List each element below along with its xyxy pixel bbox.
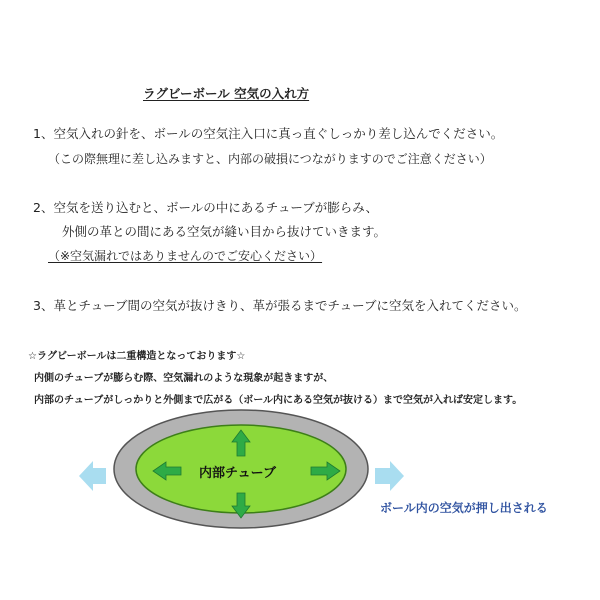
- step-2-text-line2: 外側の革との間にある空気が縫い目から抜けていきます。: [62, 224, 387, 239]
- step-2-text: 2、空気を送り込むと、ボールの中にあるチューブが膨らみ、: [33, 200, 378, 215]
- page-title: ラグビーボール 空気の入れ方: [143, 86, 310, 101]
- outflow-arrow-left-icon: [79, 461, 106, 491]
- step-1-note: （この際無理に差し込みますと、内部の破損につながりますのでご注意ください）: [48, 152, 492, 166]
- inner-tube-label: 内部チューブ: [199, 466, 276, 481]
- outflow-arrow-right-icon: [375, 461, 404, 491]
- structure-heading: ☆ラグビーボールは二重構造となっております☆: [28, 351, 246, 362]
- structure-line-1: 内側のチューブが膨らむ際、空気漏れのような現象が起きますが、: [34, 373, 334, 384]
- step-2-note: （※空気漏れではありませんのでご安心ください）: [48, 249, 323, 263]
- structure-line-2: 内部のチューブがしっかりと外側まで広がる（ボール内にある空気が抜ける）まで空気が入れば安定します。: [34, 395, 523, 406]
- diagram-caption: ボール内の空気が押し出される: [380, 501, 548, 515]
- step-3-text: 3、革とチューブ間の空気が抜けきり、革が張るまでチューブに空気を入れてください。: [33, 298, 527, 313]
- step-1-text: 1、空気入れの針を、ボールの空気注入口に真っ直ぐしっかり差し込んでください。: [33, 126, 504, 141]
